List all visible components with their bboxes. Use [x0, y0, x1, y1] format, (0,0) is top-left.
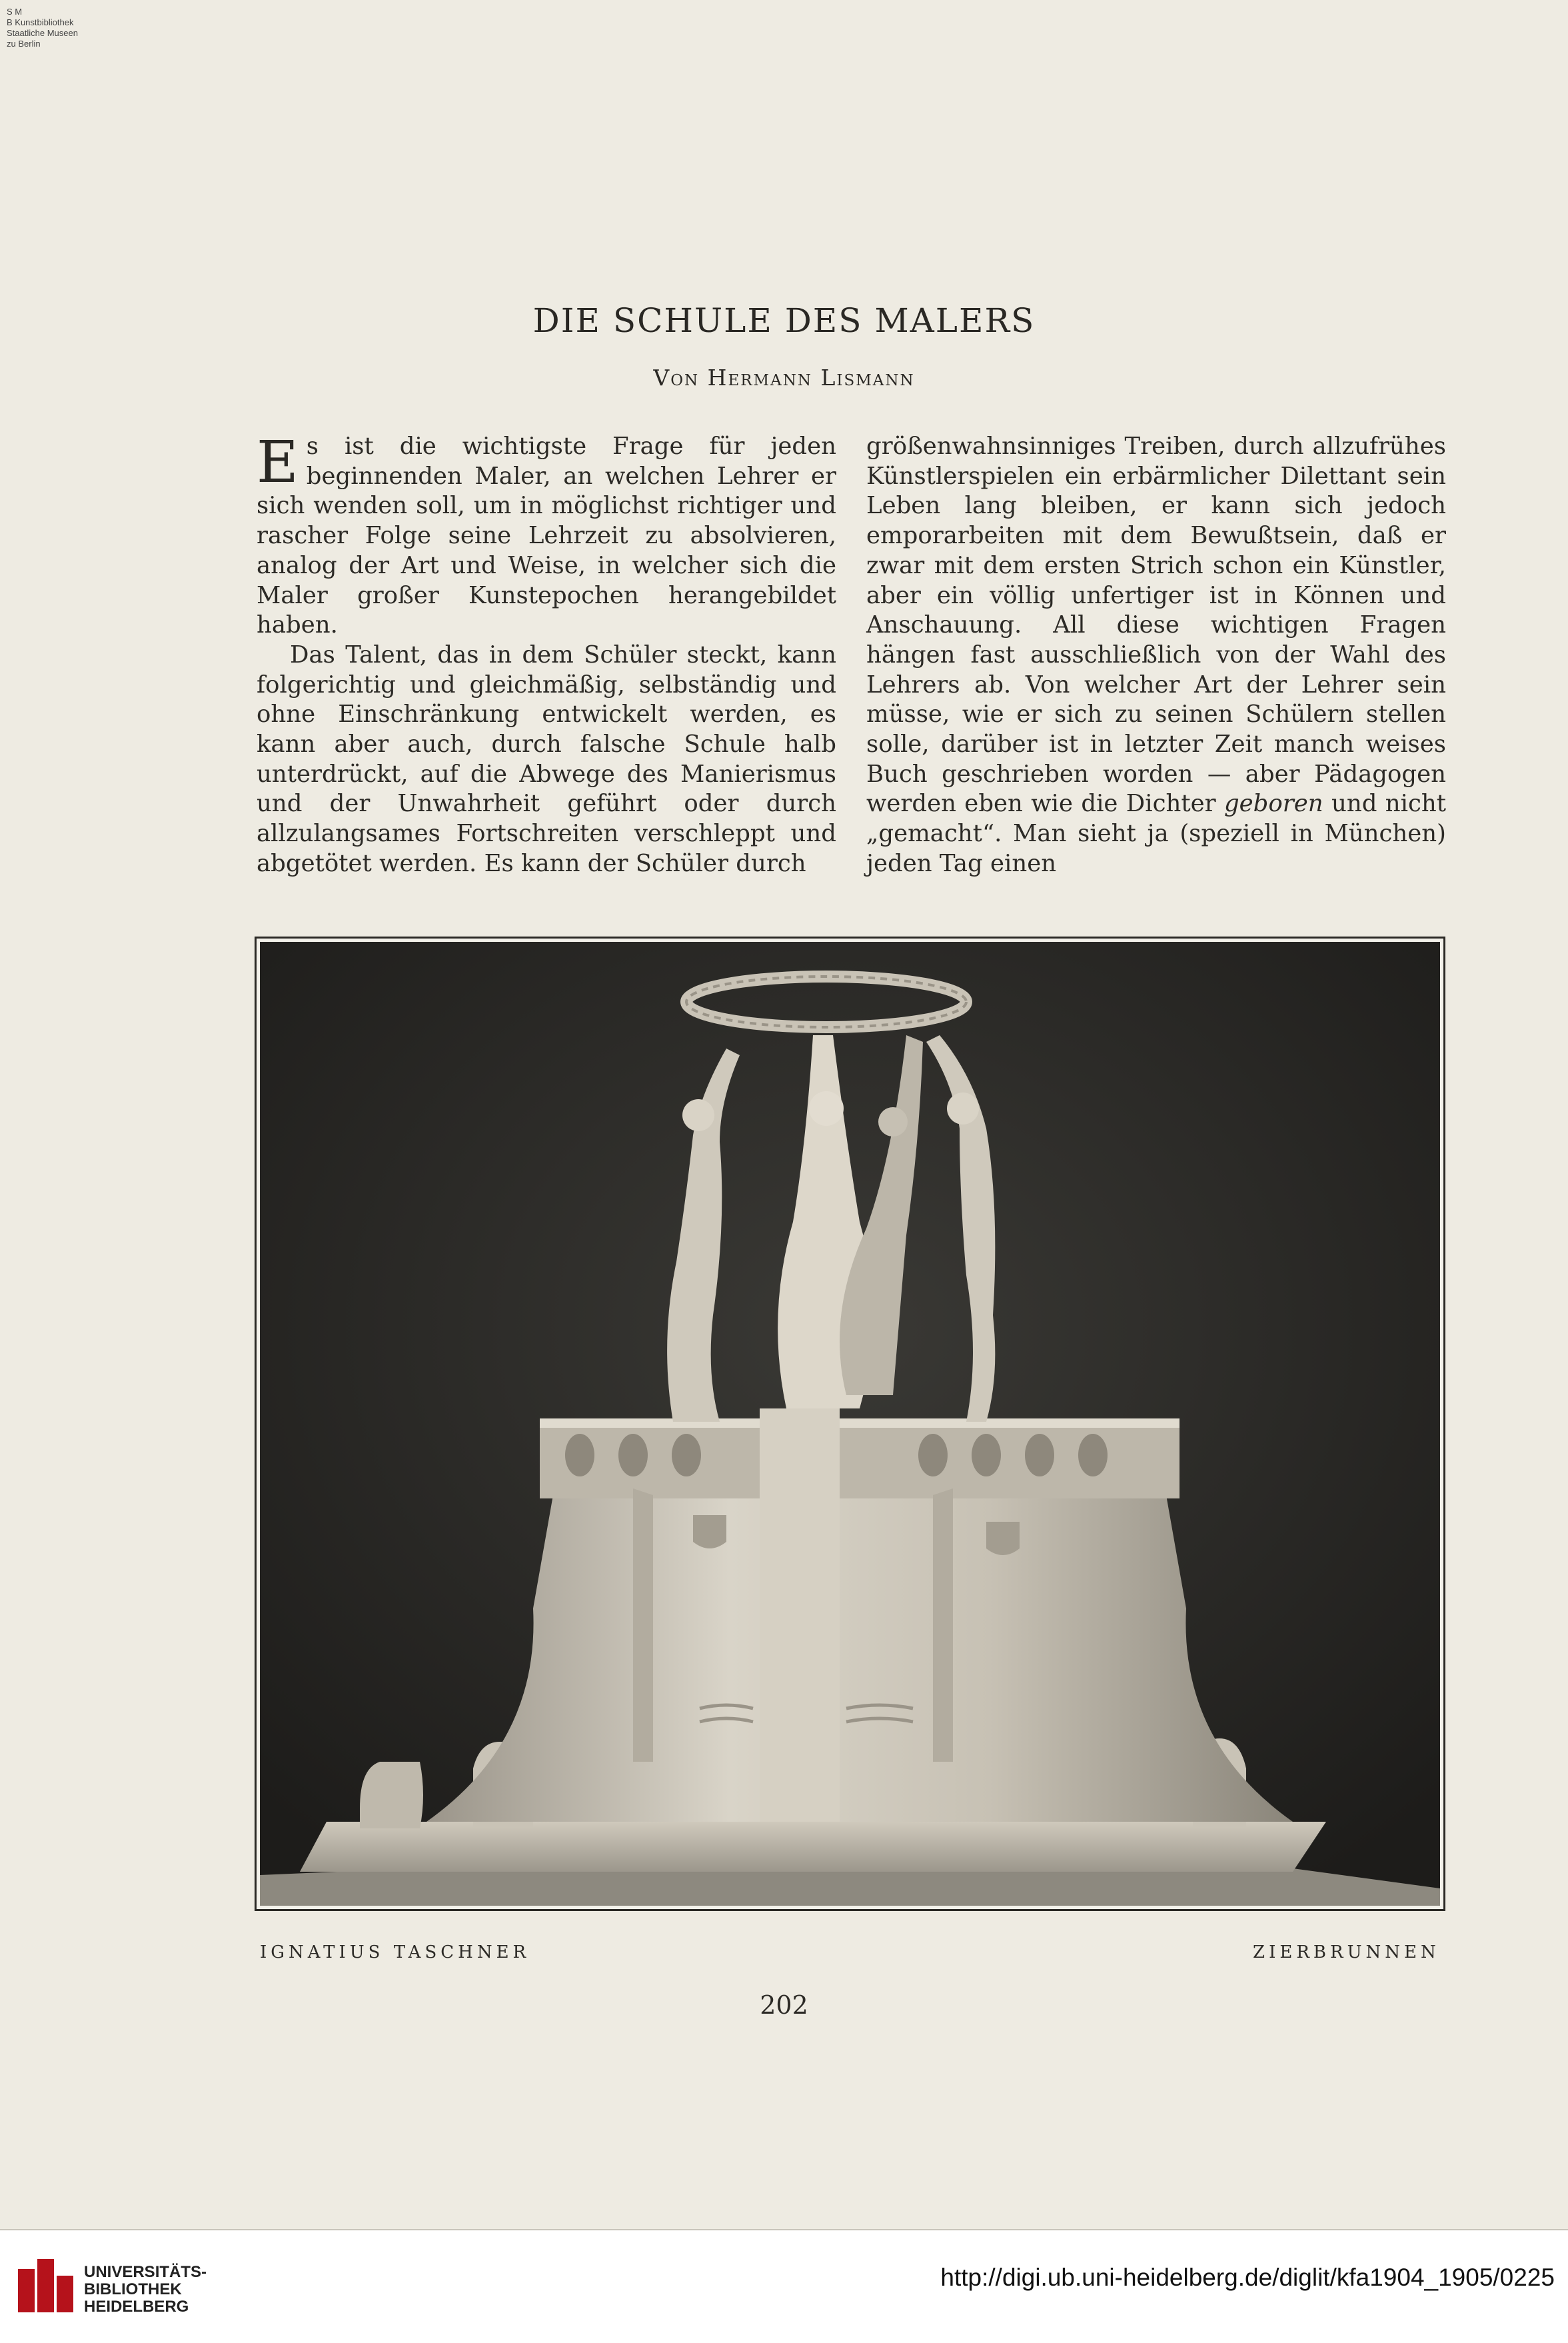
paragraph: Das Talent, das in dem Schüler steckt, kann folgerichtig und gleichmäßig, selbständig und ohne Einschränkung entwickelt werden, es kann aber auch, durch falsche Schule halb unterdrückt, auf die Abwege des Manierismus und der Unwahrheit geführt oder durch allzulangsames Fortschreiten verschleppt und abgetötet werden. Es kann der Schüler durch — [257, 641, 836, 877]
article-byline: Von Hermann Lismann — [653, 365, 915, 391]
article-title: DIE SCHULE DES MALERS — [532, 301, 1036, 340]
paragraph-text: s ist die wichtigste Frage für jeden beginnenden Maler, an welchen Lehrer er sich wenden soll, um in möglichst richtiger und rascher Folge seine Lehrzeit zu absolvieren, analog der Art und Weise, in welcher sich die Maler großer Kunstepochen herangebildet haben. — [257, 433, 836, 639]
paragraph-text: größenwahnsinniges Treiben, durch allzufrühes Künstlerspielen ein erbärmlicher Dilettant sein Leben lang bleiben, er kann sich jedoch emporarbeiten mit dem Bewußtsein, daß er zwar mit dem ersten Strich schon ein Künstler, aber ein völlig unfertiger ist in Können und Anschauung. All diese wichtigen Fragen hängen fast ausschließlich von der Wahl des Lehrers ab. Von welcher Art der Lehrer sein müsse, wie er sich zu seinen Schülern stellen solle, darüber ist in letzter Zeit manch weises Buch geschrieben worden — aber Pädagogen werden eben wie die Dichter — [866, 433, 1446, 818]
university-library-logo-icon — [15, 2256, 75, 2316]
stamp-line: Staatliche Museen — [7, 28, 78, 38]
library-name-line: UNIVERSITÄTS- — [84, 2263, 207, 2281]
text-column-left — [257, 429, 836, 879]
drop-cap: E — [257, 429, 299, 496]
italic-word: geboren — [1223, 790, 1323, 818]
sculpture-photograph — [255, 937, 1445, 1911]
digitization-url-link[interactable]: http://digi.ub.uni-heidelberg.de/diglit/kfa1904_1905/0225 — [940, 2264, 1555, 2291]
caption-title: ZIERBRUNNEN — [1253, 1942, 1440, 1962]
paragraph-text: und nicht „gemacht“. Man sieht ja (speziell in München) jeden Tag einen — [866, 790, 1446, 877]
caption-artist: IGNATIUS TASCHNER — [260, 1942, 530, 1962]
text-column-right — [866, 432, 1446, 879]
page-number: 202 — [760, 1990, 808, 2020]
stamp-line: S M — [7, 7, 23, 17]
library-name-line: BIBLIOTHEK — [84, 2280, 182, 2298]
stamp-line: B Kunstbibliothek — [7, 17, 74, 27]
library-stamp — [7, 7, 78, 49]
library-name — [84, 2264, 207, 2316]
fountain-sculpture-image — [260, 942, 1440, 1906]
digitization-footer — [0, 2229, 1568, 2343]
library-name-line: HEIDELBERG — [84, 2298, 189, 2316]
paragraph — [866, 432, 1446, 879]
paragraph — [257, 429, 836, 641]
stamp-line: zu Berlin — [7, 39, 41, 49]
